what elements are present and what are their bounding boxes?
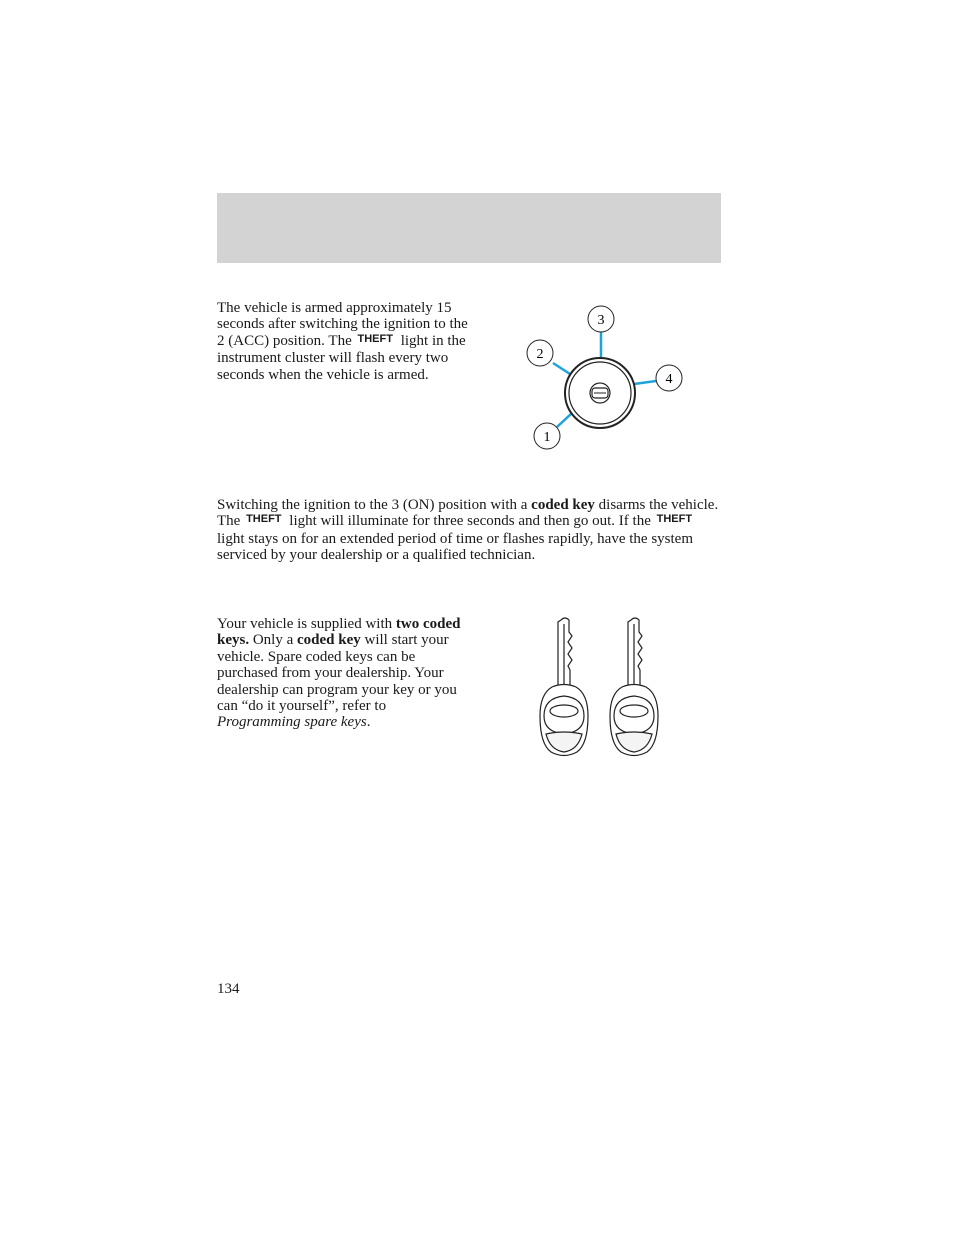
ignition-position-3-label: 3 <box>597 313 605 328</box>
ignition-position-4-label: 4 <box>665 372 673 387</box>
page-number: 134 <box>217 981 240 997</box>
header-band <box>217 193 721 263</box>
ignition-position-4 <box>656 365 682 391</box>
keys-text-part-1: Your vehicle is supplied with <box>217 616 393 632</box>
disarm-paragraph <box>217 497 721 564</box>
disarm-text-part-3: light will illuminate for three seconds and then go out. If the <box>289 513 651 530</box>
keys-text-part-2: Only a <box>252 632 294 649</box>
ignition-position-1 <box>534 423 560 449</box>
disarm-text-part-1: Switching the ignition to the 3 (ON) position with a <box>217 497 528 513</box>
coded-key-icon <box>540 618 588 756</box>
armed-paragraph <box>217 300 477 383</box>
programming-spare-keys-reference: Programming spare keys <box>217 714 367 731</box>
theft-indicator-label: THEFT <box>656 513 693 526</box>
ignition-position-1-label: 1 <box>543 430 551 445</box>
coded-key-icon <box>610 618 658 756</box>
coded-key-emphasis: coded key <box>531 497 595 513</box>
ignition-diagram <box>520 300 690 460</box>
armed-text-part-1: The vehicle is armed approximately 15 seconds after switching the ignition to the 2 (ACC) position. The <box>217 300 468 349</box>
keys-text-part-3: will start your vehicle. Spare coded keys can be purchased from your dealership. Your dealership can program your key or you can “do it yourself”, refer to <box>217 632 457 715</box>
coded-keys-illustration <box>530 612 670 762</box>
ignition-position-3 <box>588 306 614 332</box>
coded-key-emphasis: coded key <box>297 632 361 649</box>
ignition-position-2 <box>527 340 553 366</box>
armed-text-part-2: light in the instrument cluster will flash every two seconds when the vehicle is armed. <box>217 332 466 383</box>
two-coded-keys-emphasis: two coded keys. <box>217 616 461 649</box>
theft-indicator-label: THEFT <box>246 513 282 526</box>
disarm-text-part-4: light stays on for an extended period of time or flashes rapidly, have the system serviced by your dealership or a qualified technician. <box>217 530 693 564</box>
disarm-text-part-2: disarms the vehicle. The <box>217 497 719 530</box>
theft-indicator-label: THEFT <box>357 332 393 345</box>
ignition-position-2-label: 2 <box>536 347 544 362</box>
ignition-cylinder <box>565 358 635 428</box>
keys-text-part-4: . <box>366 714 371 731</box>
coded-keys-paragraph <box>217 616 472 731</box>
